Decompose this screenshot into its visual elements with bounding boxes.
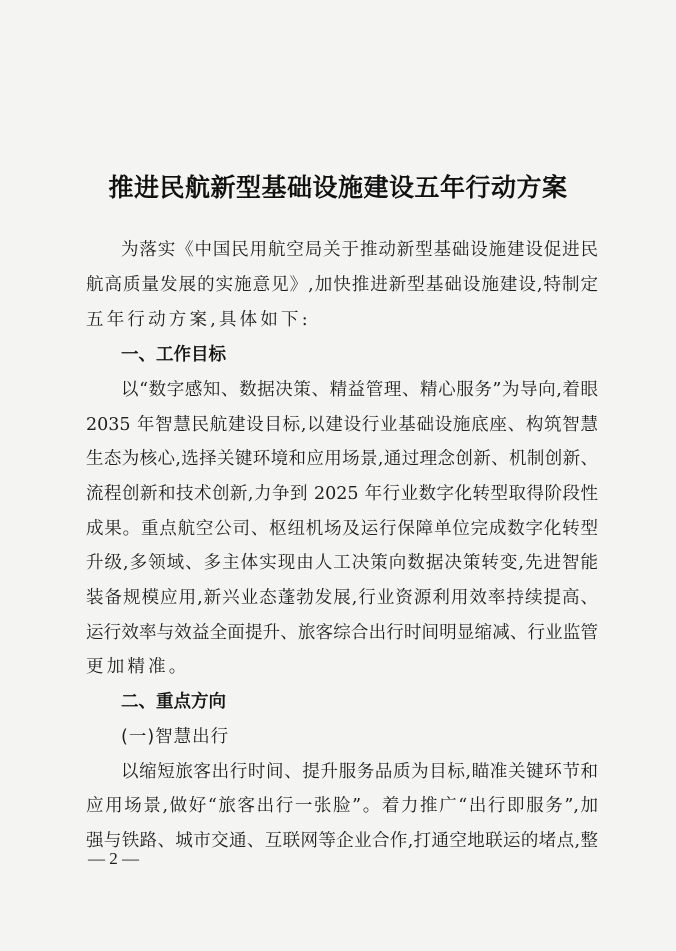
section-heading-key-directions: 二、重点方向 bbox=[121, 692, 226, 712]
paragraph-line: 流程创新和技术创新,力争到 2025 年行业数字化转型取得阶段性 bbox=[86, 484, 598, 504]
intro-line: 航高质量发展的实施意见》,加快推进新型基础设施建设,特制定 bbox=[86, 275, 598, 295]
paragraph-line: 装备规模应用,新兴业态蓬勃发展,行业资源利用效率持续提高、 bbox=[86, 588, 598, 608]
paragraph-line: 应用场景,做好“旅客出行一张脸”。着力推广“出行即服务”,加 bbox=[86, 796, 598, 816]
document-title: 推进民航新型基础设施建设五年行动方案 bbox=[108, 173, 568, 202]
paragraph-line: 生态为核心,选择关键环境和应用场景,通过理念创新、机制创新、 bbox=[86, 449, 598, 469]
paragraph-line: 以缩短旅客出行时间、提升服务品质为目标,瞄准关键环节和 bbox=[121, 762, 598, 782]
page-number: — 2 — bbox=[88, 849, 139, 868]
section-heading-work-goals: 一、工作目标 bbox=[121, 345, 226, 365]
subsection-heading-smart-travel: (一)智慧出行 bbox=[121, 727, 230, 747]
paragraph-line: 更加精准。 bbox=[86, 657, 190, 677]
paragraph-line: 以“数字感知、数据决策、精益管理、精心服务”为导向,着眼 bbox=[121, 380, 598, 400]
paragraph-line: 2035 年智慧民航建设目标,以建设行业基础设施底座、构筑智慧 bbox=[86, 415, 598, 435]
paragraph-line: 运行效率与效益全面提升、旅客综合出行时间明显缩减、行业监管 bbox=[86, 623, 598, 643]
paragraph-line: 成果。重点航空公司、枢纽机场及运行保障单位完成数字化转型 bbox=[86, 519, 598, 539]
paragraph-line: 升级,多领域、多主体实现由人工决策向数据决策转变,先进智能 bbox=[86, 553, 598, 573]
paragraph-line: 强与铁路、城市交通、互联网等企业合作,打通空地联运的堵点,整 bbox=[86, 831, 598, 851]
intro-line: 为落实《中国民用航空局关于推动新型基础设施建设促进民 bbox=[121, 240, 598, 260]
intro-line: 五年行动方案,具体如下: bbox=[86, 310, 311, 330]
